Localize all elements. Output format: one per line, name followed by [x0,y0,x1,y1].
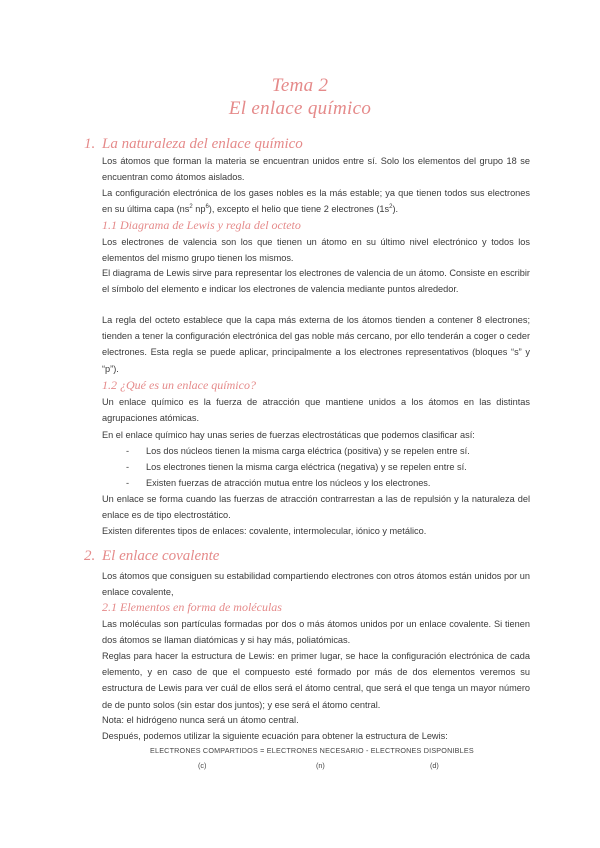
subsection-2-1-heading: 2.1 Elementos en forma de moléculas [102,600,282,614]
section-1-paragraph-2: La configuración electrónica de los gases nobles es la más estable; ya que tienen todos sus electrones en su última capa ($ns^2$ $np^6$), excepto el helio que tiene 2 electrones $(1s^2)$. [102,188,530,215]
subsection-2-1-paragraph-2: Reglas para hacer la estructura de Lewis: en primer lugar, se hace la configuración electrónica de cada elemento, y en caso de que el compuesto esté formado por más de dos elementos veremos su estructura de Lewis para ver cuál de ellos será el átomo central, que será el que tenga un mayor número de de punto solos (sin estar dos juntos); y ese será el átomo central. [102,651,530,710]
subsection-1-1-paragraph-1: Los electrones de valencia son los que tienen un átomo en su último nivel electrónico y todos los elementos del mismo grupo tienen los mismos. [102,237,530,264]
bullet-text: Los dos núcleos tienen la misma carga eléctrica (positiva) y se repelen entre sí. [146,446,470,456]
section-2-heading [84,547,219,565]
subsection-1-1-paragraph-2: El diagrama de Lewis sirve para representar los electrones de valencia de un átomo. Consiste en escribir el símbolo del elemento e indicar los electrones de valencia mediante puntos alrededor. [102,268,530,295]
title-line-2: El enlace químico [228,98,372,119]
subsection-1-2-paragraph-3: Un enlace se forma cuando las fuerzas de atracción contrarrestan a las de repulsión y la naturaleza del enlace es de tipo electrostático. [102,494,530,521]
document-title [0,74,600,120]
subsection-1-2-paragraph-4: Existen diferentes tipos de enlaces: covalente, intermolecular, iónico y metálico. [102,526,427,536]
subsection-1-1-heading: 1.1 Diagrama de Lewis y regla del octeto [102,218,301,232]
bullet-dash: - [126,478,130,488]
bullet-dash: - [126,462,130,472]
equation-label-n: (n) [316,761,325,770]
section-2-title: El enlace covalente [102,548,220,564]
section-2-number: 2. [84,548,96,564]
title-line-1: Tema 2 [271,75,329,96]
subsection-2-1-paragraph-4: Después, podemos utilizar la siguiente ecuación para obtener la estructura de Lewis: [102,731,448,741]
equation-label-c: (c) [198,761,207,770]
equation-label-d: (d) [430,761,439,770]
subsection-2-1-paragraph-3: Nota: el hidrógeno nunca será un átomo central. [102,715,299,725]
bullet-dash: - [126,446,130,456]
bullet-text: Existen fuerzas de atracción mutua entre los núcleos y los electrones. [146,478,431,488]
subsection-1-2-heading: 1.2 ¿Qué es un enlace químico? [102,378,256,392]
lewis-equation: ELECTRONES COMPARTIDOS = ELECTRONES NECESARIO - ELECTRONES DISPONIBLES [150,746,474,755]
section-1-heading [84,135,303,153]
subsection-1-2-paragraph-1: Un enlace químico es la fuerza de atracción que mantiene unidos a los átomos en las distintas agrupaciones atómicas. [102,397,530,424]
section-1-number: 1. [84,136,96,152]
bullet-text: Los electrones tienen la misma carga eléctrica (negativa) y se repelen entre sí. [146,462,467,472]
section-2-paragraph-1: Los átomos que consiguen su estabilidad compartiendo electrones con otros átomos están unidos por un enlace covalente, [102,571,530,598]
subsection-1-2-paragraph-2: En el enlace químico hay unas series de fuerzas electrostáticas que podemos clasificar así: [102,430,475,440]
section-1-paragraph-1: Los átomos que forman la materia se encuentran unidos entre sí. Solo los elementos del grupo 18 se encuentran como átomos aislados. [102,156,530,183]
subsection-2-1-paragraph-1: Las moléculas son partículas formadas por dos o más átomos unidos por un enlace covalente. Si tienen dos átomos se llaman diatómicas y si hay más, poliatómicas. [102,619,530,646]
section-1-title: La naturaleza del enlace químico [102,136,303,152]
subsection-1-1-paragraph-3: La regla del octeto establece que la capa más externa de los átomos tienden a contener 8 electrones; tienden a tener la configuración electrónica del gas noble más cercano, por ello tenderán a coger o ceder electrones. Esta regla se puede aplicar, principalmente a los electrones representativos (bloques “s” y “p”). [102,315,530,374]
